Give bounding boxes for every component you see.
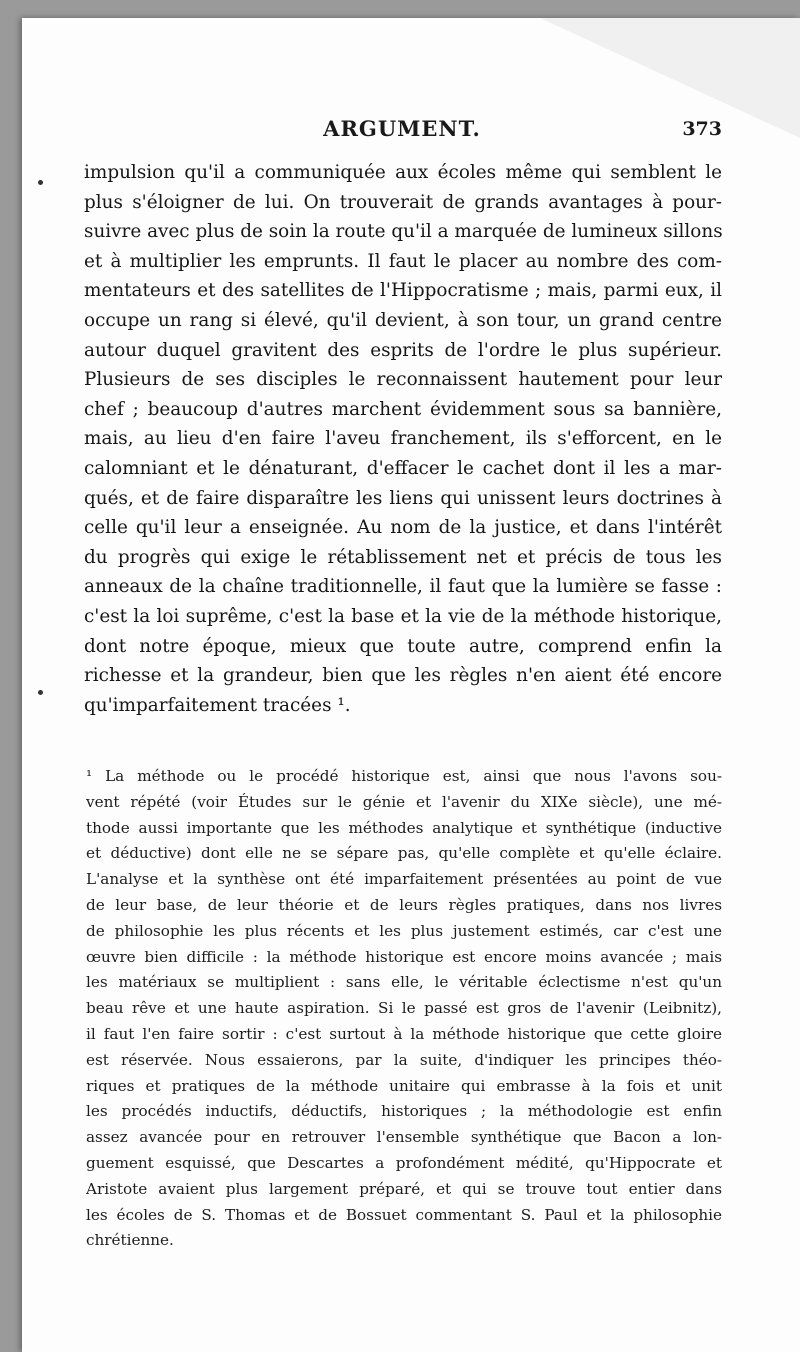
footnote-line: thode aussi importante que les méthodes analytique et synthétique (inductive xyxy=(86,818,722,837)
body-paragraph xyxy=(84,158,722,720)
body-line: chef ; beaucoup d'autres marchent évidemment sous sa bannière, xyxy=(84,398,722,420)
footnote-line: ¹ La méthode ou le procédé historique est, ainsi que nous l'avons sou- xyxy=(86,767,722,785)
body-line: occupe un rang si élevé, qu'il devient, à son tour, un grand centre xyxy=(84,309,722,331)
page-header xyxy=(82,116,722,146)
body-line: impulsion qu'il a communiquée aux écoles même qui semblent le xyxy=(84,162,722,183)
body-line: anneaux de la chaîne traditionnelle, il faut que la lumière se fasse : xyxy=(84,576,722,598)
body-line: mentateurs et des satellites de l'Hippocratisme ; mais, parmi eux, il xyxy=(84,280,722,302)
footnote-line: de philosophie les plus récents et les plus justement estimés, car c'est une xyxy=(86,921,722,940)
footnote-line: chrétienne. xyxy=(86,1231,174,1250)
body-line: plus s'éloigner de lui. On trouverait de grands avantages à pour- xyxy=(84,191,722,213)
footnote xyxy=(86,764,722,1254)
body-line: qués, et de faire disparaître les liens qui unissent leurs doctrines à xyxy=(84,487,722,509)
footnote-line: est réservée. Nous essaierons, par la suite, d'indiquer les principes théo- xyxy=(86,1050,722,1069)
body-line: richesse et la grandeur, bien que les règles n'en aient été encore xyxy=(84,665,722,687)
footnote-line: assez avancée pour en retrouver l'ensemble synthétique que Bacon a lon- xyxy=(86,1128,722,1147)
margin-speck xyxy=(38,180,43,185)
body-line: calomniant et le dénaturant, d'effacer le cachet dont il les a mar- xyxy=(84,457,722,479)
body-line: celle qu'il leur a enseignée. Au nom de la justice, et dans l'intérêt xyxy=(84,517,722,539)
body-line: autour duquel gravitent des esprits de l'ordre le plus supérieur. xyxy=(84,339,722,361)
body-line: et à multiplier les emprunts. Il faut le placer au nombre des com- xyxy=(84,250,722,272)
footnote-line: riques et pratiques de la méthode unitaire qui embrasse à la fois et unit xyxy=(86,1076,722,1095)
footnote-line: œuvre bien difficile : la méthode historique est encore moins avancée ; mais xyxy=(86,947,722,966)
footnote-line: les matériaux se multiplient : sans elle, le véritable éclectisme n'est qu'un xyxy=(86,973,722,992)
body-line: mais, au lieu d'en faire l'aveu franchement, ils s'efforcent, en le xyxy=(84,428,722,450)
footnote-line: les écoles de S. Thomas et de Bossuet commentant S. Paul et la philosophie xyxy=(86,1205,722,1224)
body-line: dont notre époque, mieux que toute autre, comprend enfin la xyxy=(84,635,722,657)
page-number: 373 xyxy=(682,118,722,140)
body-line: du progrès qui exige le rétablissement net et précis de tous les xyxy=(84,546,722,568)
footnote-line: guement esquissé, que Descartes a profondément médité, qu'Hippocrate et xyxy=(86,1153,722,1172)
footnote-line: les procédés inductifs, déductifs, historiques ; la méthodologie est enfin xyxy=(86,1102,722,1121)
running-head: ARGUMENT. xyxy=(323,116,481,141)
footnote-line: il faut l'en faire sortir : c'est surtout à la méthode historique que cette gloire xyxy=(86,1024,722,1043)
body-line: suivre avec plus de soin la route qu'il a marquée de lumineux sillons xyxy=(84,221,723,243)
margin-speck xyxy=(38,690,43,695)
body-line: c'est la loi suprême, c'est la base et la vie de la méthode historique, xyxy=(84,605,722,627)
body-line: Plusieurs de ses disciples le reconnaissent hautement pour leur xyxy=(84,369,722,391)
book-page xyxy=(22,18,800,1352)
footnote-line: Aristote avaient plus largement préparé, et qui se trouve tout entier dans xyxy=(86,1179,722,1198)
footnote-line: et déductive) dont elle ne se sépare pas, qu'elle complète et qu'elle éclaire. xyxy=(86,844,722,863)
body-line: qu'imparfaitement tracées ¹. xyxy=(84,694,351,716)
footnote-line: vent répété (voir Études sur le génie et l'avenir du XIXe siècle), une mé- xyxy=(86,792,722,811)
footnote-line: beau rêve et une haute aspiration. Si le passé est gros de l'avenir (Leibnitz), xyxy=(86,999,722,1018)
footnote-line: de leur base, de leur théorie et de leurs règles pratiques, dans nos livres xyxy=(86,895,722,914)
footnote-line: L'analyse et la synthèse ont été imparfaitement présentées au point de vue xyxy=(86,870,722,889)
